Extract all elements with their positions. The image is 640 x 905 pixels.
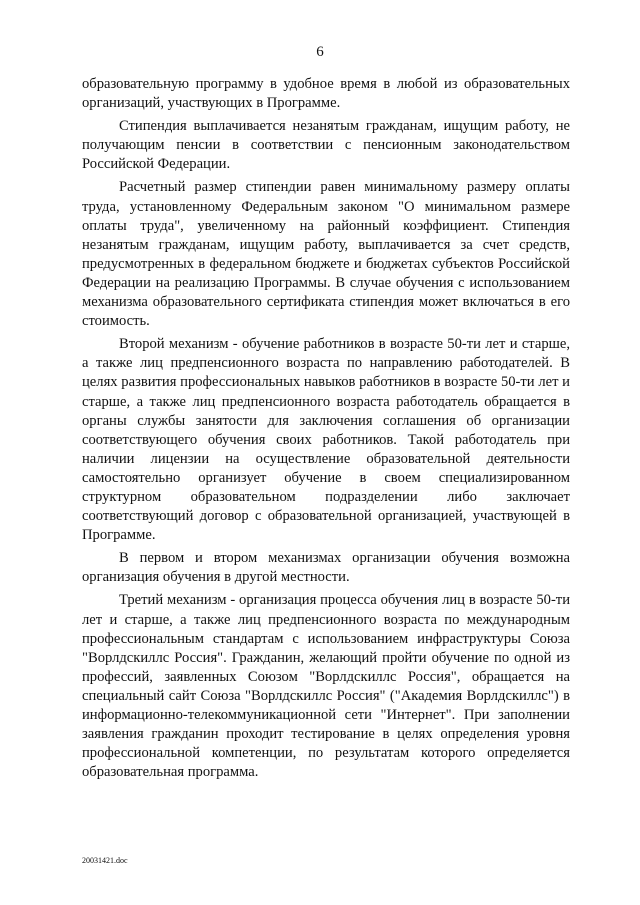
page-number: 6 <box>316 44 324 60</box>
paragraph-stipend-amount: Расчетный размер стипендии равен минимальному размеру оплаты труда, установленному Федеральным законом "О минимальном размере оплаты труда", увеличенному на районный коэффициент. Стипендия незанятым гражданам, ищущим работу, выплачивается за счет средств, предусмотренных в федеральном бюджете и бюджетах субъектов Российской Федерации на реализацию Программы. В случае обучения с использованием механизма образовательного сертификата стипендия может включаться в его стоимость. <box>82 179 570 330</box>
paragraph-other-locality: В первом и втором механизмах организации обучения возможна организация обучения в другой местности. <box>82 550 570 586</box>
paragraph-continuation: образовательную программу в удобное время в любой из образовательных организаций, участвующих в Программе. <box>82 76 570 112</box>
document-file-code: 20031421.doc <box>82 856 128 865</box>
paragraph-third-mechanism: Третий механизм - организация процесса обучения лиц в возрасте 50-ти лет и старше, а также лиц предпенсионного возраста по международным профессиональным стандартам с использованием инфраструктуры Союза "Ворлдскиллс Россия". Гражданин, желающий пройти обучение по одной из профессий, заявленных Союзом "Ворлдскиллс Россия", обращается на специальный сайт Союза "Ворлдскиллс Россия" ("Академия Ворлдскиллс") в информационно-телекоммуникационной сети "Интернет". При заполнении заявления гражданин проходит тестирование в целях определения уровня профессиональной компетенции, по результатам которого определяется образовательная программа. <box>82 592 570 781</box>
paragraph-stipend-eligibility: Стипендия выплачивается незанятым гражданам, ищущим работу, не получающим пенсии в соответствии с пенсионным законодательством Российской Федерации. <box>82 118 570 173</box>
document-body <box>82 75 570 782</box>
paragraph-second-mechanism: Второй механизм - обучение работников в возрасте 50-ти лет и старше, а также лиц предпенсионного возраста по направлению работодателей. В целях развития профессиональных навыков работников в возрасте 50-ти лет и старше, а также лиц предпенсионного возраста работодатель обращается в органы службы занятости для заключения соглашения об организации соответствующего обучения своих работников. Такой работодатель при наличии лицензии на осуществление образовательной деятельности самостоятельно организует обучение в своем специализированном структурном образовательном подразделении либо заключает соответствующий договор с образовательной организацией, участвующей в Программе. <box>82 336 570 544</box>
